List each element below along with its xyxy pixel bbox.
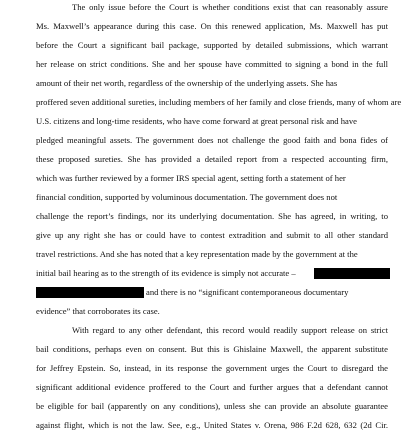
text-line: initial bail hearing as to the strength of its evidence is simply not accurate –: [36, 268, 296, 278]
text-line: give up any right she has or could have to contest extradition and submit to all other standard: [36, 230, 388, 240]
text-line: before the Court a significant bail package, supported by detailed submissions, which warrant: [36, 40, 388, 50]
text-line: amount of their net worth, regardless of the ownership of the underlying assets. She has: [36, 78, 338, 88]
text-line: these proposed sureties. She has provided a detailed report from a respected accounting firm,: [36, 154, 388, 164]
text-line: significant additional evidence proffered to the Court and further argues that a defendant cannot: [36, 382, 388, 392]
text-line: which was further reviewed by a former IRS special agent, setting forth a statement of her: [36, 173, 346, 183]
text-line: proffered seven additional sureties, including members of her family and close friends, many of whom are: [36, 97, 401, 107]
text-line: be eligible for bail (apparently on any conditions), unless she can provide an absolute guarantee: [36, 401, 388, 411]
text-line: financial condition, supported by voluminous documentation. The government does not: [36, 192, 338, 202]
text-line: Ms. Maxwell’s appearance during this case. On this renewed application, Ms. Maxwell has put: [36, 21, 388, 31]
text-line: travel restrictions. And she has noted that a key representation made by the government at the: [36, 249, 358, 259]
text-line: U.S. citizens and long-time residents, who have come forward at great personal risk and have: [36, 116, 357, 126]
text-line: against flight, which is not the law. See, e.g., United States v. Orena, 986 F.2d 628, 632 (2d Cir.: [36, 420, 388, 430]
text-line: evidence” that corroborates its case.: [36, 306, 160, 316]
text-line: and there is no “significant contemporaneous documentary: [146, 287, 349, 297]
text-line: The only issue before the Court is whether conditions exist that can reasonably assure: [72, 2, 388, 12]
text-line: for Jeffrey Epstein. So, instead, in its response the government urges the Court to disregard the: [36, 363, 388, 373]
text-line: her release on strict conditions. She and her spouse have committed to signing a bond in the full: [36, 59, 388, 69]
text-line: bail conditions, perhaps even on consent. But this is Ghislaine Maxwell, the apparent substitute: [36, 344, 388, 354]
text-line: pledged meaningful assets. The government does not challenge the good faith and bona fides of: [36, 135, 388, 145]
redaction-box: [36, 287, 144, 298]
text-line: With regard to any other defendant, this record would readily support release on strict: [72, 325, 388, 335]
text-line: challenge the report’s findings, nor its underlying documentation. She has agreed, in writing, to: [36, 211, 388, 221]
redaction-box: [314, 268, 390, 279]
